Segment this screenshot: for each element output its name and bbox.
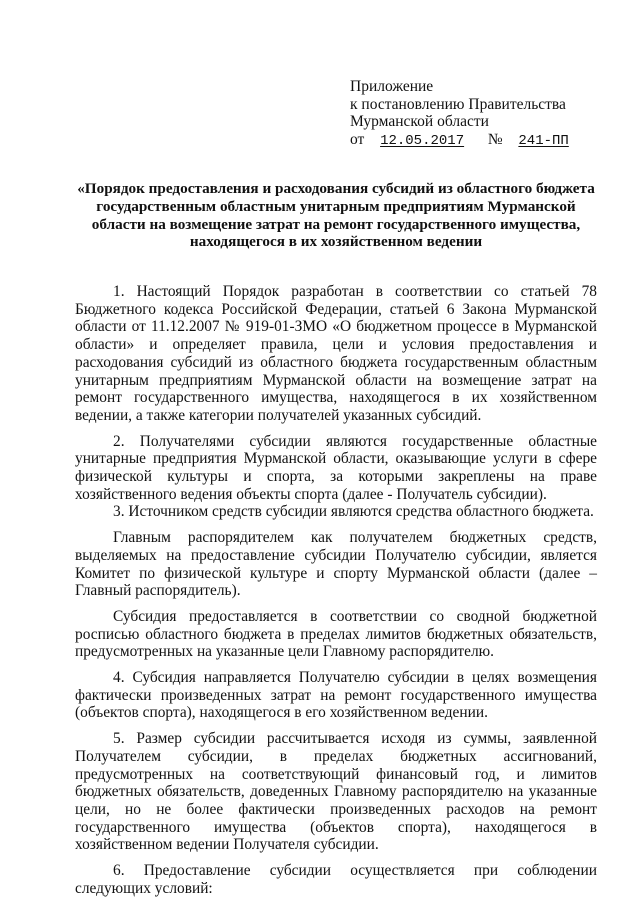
paragraph-subsidy-provision: Субсидия предоставляется в соответствии со сводной бюджетной росписью областного бюджета в пределах лимитов бюджетных обязательств, предусмотренных на указанные цели Главному распорядителю.	[75, 607, 597, 661]
appendix-decree-ref: к постановлению Правительства	[350, 95, 566, 113]
paragraph-5: 5. Размер субсидии рассчитывается исходя из суммы, заявленной Получателем субсидии, в пределах бюджетных ассигнований, предусмотренных на соответствующий финансовый год, и лимитов бюджетных обязательств, доведенных Главному распорядителю на указанные цели, но не более фактически произведенных расходов на ремонт государственного имущества (объектов спорта), находящегося в хозяйственном ведении Получателя субсидии.	[75, 730, 597, 854]
paragraph-6: 6. Предоставление субсидии осуществляется при соблюдении следующих условий:	[75, 862, 597, 897]
paragraph-main-administrator: Главным распорядителем как получателем бюджетных средств, выделяемых на предоставление субсидии Получателю субсидии, является Комитет по физической культуре и спорту Мурманской области (далее – Главный распорядитель).	[75, 529, 597, 600]
paragraph-3: 3. Источником средств субсидии являются средства областного бюджета.	[113, 503, 594, 521]
appendix-region: Мурманской области	[350, 113, 489, 130]
document-title: «Порядок предоставления и расходования субсидий из областного бюджета государственным областным унитарным предприятиям Мурманской области на возмещение затрат на ремонт государственного имущества, находящегося в их хозяйственном ведении	[77, 180, 595, 251]
decree-number: 241-ПП	[518, 132, 569, 149]
document-body	[75, 283, 597, 898]
decree-date: 12.05.2017	[380, 132, 465, 149]
appendix-date-number-line	[350, 131, 569, 151]
date-prefix: от	[350, 130, 365, 148]
number-sign: №	[487, 130, 503, 148]
paragraph-4: 4. Субсидия направляется Получателю субсидии в целях возмещения фактически произведенных затрат на ремонт государственного имущества (объектов спорта), находящегося в его хозяйственном ведении.	[75, 669, 597, 722]
paragraph-1: 1. Настоящий Порядок разработан в соответствии со статьей 78 Бюджетного кодекса Российской Федерации, статьей 6 Закона Мурманской области от 11.12.2007 № 919-01-ЗМО «О бюджетном процессе в Мурманской области» и определяет правила, цели и условия предоставления и расходования субсидий из областного бюджета государственным областным унитарным предприятиям Мурманской области на возмещение затрат на ремонт государственного имущества, находящегося в их хозяйственном ведении, а также категории получателей указанных субсидий.	[75, 283, 597, 424]
paragraph-2: 2. Получателями субсидии являются государственные областные унитарные предприятия Мурманской области, оказывающие услуги в сфере физической культуры и спорта, за которыми закреплены на праве хозяйственного ведения объекты спорта (далее - Получатель субсидии).	[75, 432, 597, 503]
appendix-header	[350, 78, 569, 150]
appendix-label: Приложение	[350, 78, 434, 95]
